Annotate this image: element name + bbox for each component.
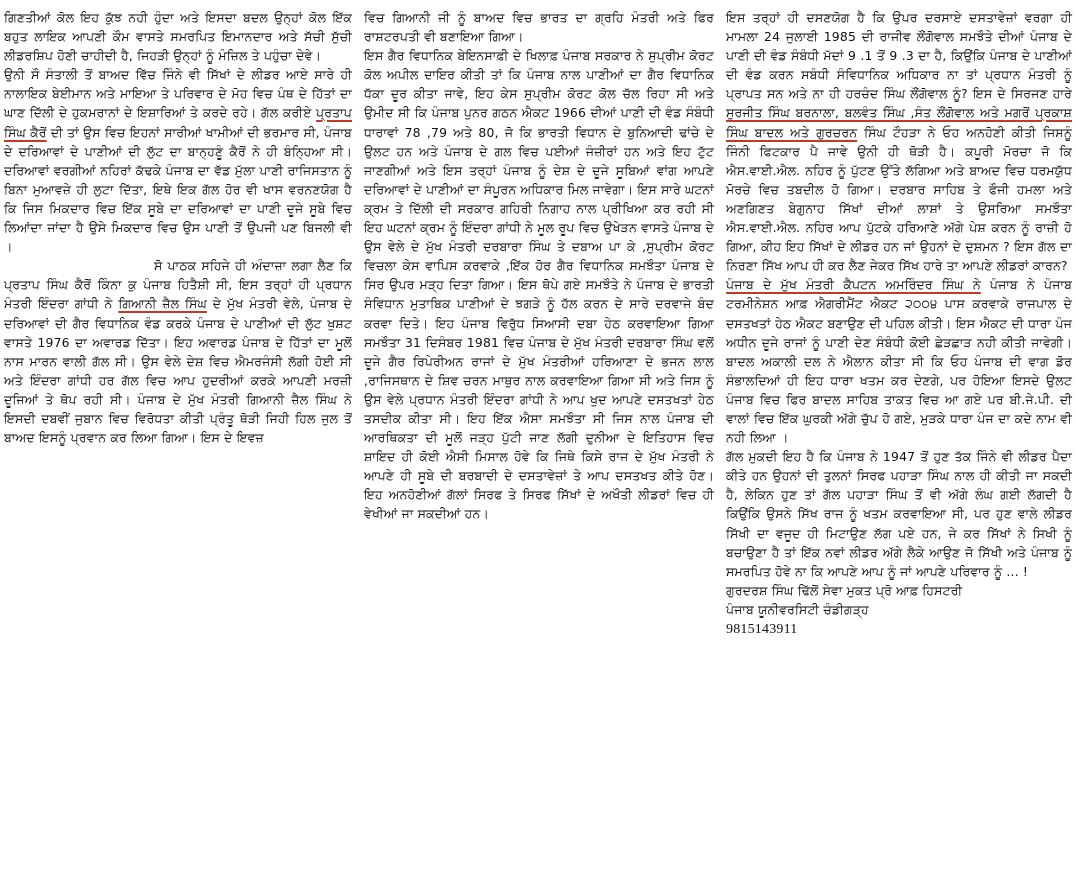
paragraph <box>4 65 352 256</box>
paragraph-text: ਸੋ ਪਾਠਕ ਸਹਿਜੇ ਹੀ ਅੰਦਾਜ਼ਾ ਲਗਾ ਲੈਣ ਕਿ ਪ੍ਰਤਾਪ ਸਿੰਘ ਕੈਰੋਂ ਕਿੰਨਾ ਕੁ ਪੰਜਾਬ ਹਿਤੈਸ਼ੀ ਸੀ, ਇਸ ਤਰ੍ਹਾਂ ਹੀ ਪ੍ਰਧਾਨ ਮੰਤਰੀ ਇੰਦਰਾ ਗਾਂਧੀ ਨੇ <box>4 258 352 312</box>
paragraph-text: ਉਨੀ ਸੌ ਸੰਤਾਲੀ ਤੋਂ ਬਾਅਦ ਵਿੱਚ ਜਿੰਨੇ ਵੀ ਸਿੱਖਾਂ ਦੇ ਲੀਡਰ ਆਏ ਸਾਰੇ ਹੀ ਨਾਲਾਇਕ ਬੇਈਮਾਨ ਅਤੇ ਮਾਇਆ ਤੇ ਪਰਿਵਾਰ ਦੇ ਮੋਹ ਵਿਚ ਪੰਥ ਦੇ ਹਿੱਤਾਂ ਦਾ ਘਾਣ ਦਿੱਲੀ ਦੇ ਹੁਕਮਰਾਨਾਂ ਦੇ ਇਸ਼ਾਰਿਆਂ ਤੇ ਕਰਦੇ ਰਹੇ। ਗੱਲ ਕਰੀਏ <box>4 67 352 121</box>
paragraph <box>726 275 1072 447</box>
paragraph-text: ਵਿਚ ਗਿਆਨੀ ਜੀ ਨੂੰ ਬਾਅਦ ਵਿਚ ਭਾਰਤ ਦਾ ਗ੍ਰਹਿ ਮੰਤਰੀ ਅਤੇ ਫਿਰ ਰਾਸ਼ਟਰਪਤੀ ਵੀ ਬਣਾਇਆ ਗਿਆ। <box>364 10 714 45</box>
article-column-2 <box>364 8 714 524</box>
author-signature <box>726 581 1072 639</box>
paragraph <box>4 256 352 447</box>
paragraph <box>726 8 1072 275</box>
paragraph-text: ਪੰਜਾਬ ਨੇ ਪੰਜਾਬ ਟਰਮੀਨੇਸ਼ਨ ਆਫ਼ ਐਗਰੀਮੈਂਟ ਐਕਟ ੨੦੦੪ ਪਾਸ ਕਰਵਾਕੇ ਰਾਜਪਾਲ ਦੇ ਦਸਤਖਤਾਂ ਹੇਠ ਐਕਟ ਬਣਾਉਣ ਦੀ ਪਹਿਲ ਕੀਤੀ। ਇਸ ਐਕਟ ਦੀ ਧਾਰਾ ਪੰਜ ਅਧੀਨ ਦੂਜੇ ਰਾਜਾਂ ਨੂੰ ਪਾਣੀ ਦੇਣ ਸੰਬੰਧੀ ਕੋਈ ਛੇੜਛਾੜ ਨਹੀ ਕੀਤੀ ਜਾਵੇਗੀ। ਬਾਦਲ ਅਕਾਲੀ ਦਲ ਨੇ ਐਲਾਨ ਕੀਤਾ ਸੀ ਕਿ ਓਹ ਪੰਜਾਬ ਦੀ ਵਾਗ ਡੋਰ ਸੰਭਾਲਦਿਆਂ ਹੀ ਇਹ ਧਾਰਾ ਖਤਮ ਕਰ ਦੇਣਗੇ, ਪਰ ਹੋਇਆ ਇਸਦੇ ਉਲਟ ਪੰਜਾਬ ਵਿਚ ਫਿਰ ਬਾਦਲ ਸਾਹਿਬ ਤਾਕਤ ਵਿਚ ਆ ਗਏ ਪਰ ਬੀ.ਜੇ.ਪੀ. ਦੀ ਵਾਲਾਂ ਵਿਚ ਇੱਕ ਘੁਰਕੀ ਅੱਗੇ ਚੁੱਪ ਹੋ ਗਏ, ਮੁੜਕੇ ਧਾਰਾ ਪੰਜ ਦਾ ਕਦੇ ਨਾਮ ਵੀ ਨਹੀ ਲਿਆ । <box>726 277 1073 446</box>
author-phone: 9815143911 <box>726 622 798 637</box>
paragraph-text: ਦੇ ਮੁੱਖ ਮੰਤਰੀ ਵੇਲੇ, ਪੰਜਾਬ ਦੇ ਦਰਿਆਵਾਂ ਦੀ ਗੈਰ ਵਿਧਾਨਿਕ ਵੰਡ ਕਰਕੇ ਪੰਜਾਬ ਦੇ ਪਾਣੀਆਂ ਦੀ ਲੁੱਟ ਖੁਸ਼ਟ ਵਾਸਤੇ 1976 ਦਾ ਅਵਾਰਡ ਦਿੱਤਾ। ਇਹ ਅਵਾਰਡ ਪੰਜਾਬ ਦੇ ਹਿੱਤਾਂ ਦਾ ਮੂਲੋਂ ਨਾਸ ਮਾਰਨ ਵਾਲੀ ਗੱਲ ਸੀ। ਉਸ ਵੇਲੇ ਦੇਸ਼ ਵਿਚ ਐਮਰਜੰਸੀ ਲੱਗੀ ਹੋਈ ਸੀ ਅਤੇ ਇੰਦਰਾ ਗਾਂਧੀ ਹਰ ਗੱਲ ਵਿਚ ਆਪ ਹੁਦਰੀਆਂ ਕਰਕੇ ਆਪਣੀ ਮਰਜ਼ੀ ਦੂਜਿਆਂ ਤੇ ਥੋਪ ਰਹੀ ਸੀ। ਪੰਜਾਬ ਦੇ ਮੁੱਖ ਮੰਤਰੀ ਗਿਆਨੀ ਜ਼ੈਲ ਸਿੰਘ ਨੇ ਇਸਦੀ ਦਬਵੀਂ ਜੁਬਾਨ ਵਿਚ ਵਿਰੋਧਤਾ ਕੀਤੀ ਪ੍ਰੰਤੂ ਥੋੜੀ ਜਿਹੀ ਹਿਲ ਜੁਲ ਤੋਂ ਬਾਅਦ ਇਸਨੂੰ ਪ੍ਰਵਾਨ ਕਰ ਲਿਆ ਗਿਆ। ਇਸ ਦੇ ਇਵਜ਼ <box>4 296 352 446</box>
highlighted-name: ਗਿਆਨੀ ਜ਼ੈਲ ਸਿੰਘ <box>118 296 207 312</box>
highlighted-name: ਪੰਜਾਬ ਦੇ ਮੁੱਖ ਮੰਤਰੀ ਕੈਪਟਨ ਅਮਰਿੰਦਰ ਸਿੰਘ ਨੇ <box>726 277 981 293</box>
paragraph-text: ਸਿੰਘ ਟੌਹੜਾ ਨੇ ਓਹ ਅਨਹੋਣੀ ਕੀਤੀ ਜਿਸਨੂੰ ਜਿੰਨੀ ਫਿਟਕਾਰ ਪੈ ਜਾਵੇ ਉਨੀ ਹੀ ਥੋੜੀ ਹੈ। ਕਪੂਰੀ ਮੋਰਚਾ ਜੋ ਕਿ ਐਸ.ਵਾਈ.ਐਲ. ਨਹਿਰ ਨੂੰ ਪੁੱਟਣ ਉੱਤੇ ਲੱਗਿਆ ਅਤੇ ਬਾਅਦ ਵਿਚ ਧਰਮਯੁੱਧ ਮੋਰਚੇ ਵਿਚ ਤਬਦੀਲ ਹੋ ਗਿਆ। ਦਰਬਾਰ ਸਾਹਿਬ ਤੇ ਫੌਜੀ ਹਮਲਾ ਅਤੇ ਅਣਗਿਣਤ ਬੇਗੁਨਾਹ ਸਿੱਖਾਂ ਦੀਆਂ ਲਾਸ਼ਾਂ ਤੇ ਉਸਰਿਆ ਸਮਝੌਤਾ ਐਸ.ਵਾਈ.ਐਲ. ਨਹਿਰ ਆਪ ਪੁੱਟਕੇ ਹਰਿਆਣੇ ਅੱਗੇ ਪੇਸ਼ ਕਰਨ ਨੂੰ ਰਾਜ਼ੀ ਹੋ ਗਿਆ, ਕੀਹ ਇਹ ਸਿੱਖਾਂ ਦੇ ਲੀਡਰ ਹਨ ਜਾਂ ਉਹਨਾਂ ਦੇ ਦੁਸ਼ਮਨ ? ਇਸ ਗੱਲ ਦਾ ਨਿਰਣਾ ਸਿੱਖ ਆਪ ਹੀ ਕਰ ਲੈਣ ਜੇਕਰ ਸਿੱਖ ਹਾਰੇ ਤਾ ਆਪਣੇ ਲੀਡਰਾਂ ਕਾਰਨ? <box>726 124 1072 274</box>
paragraph-text: ਗੱਲ ਮੁਕਦੀ ਇਹ ਹੈ ਕਿ ਪੰਜਾਬ ਨੇ 1947 ਤੋਂ ਹੁਣ ਤੱਕ ਜਿੰਨੇ ਵੀ ਲੀਡਰ ਪੈਦਾ ਕੀਤੇ ਹਨ ਉਹਨਾਂ ਦੀ ਤੁਲਨਾਂ ਸਿਰਫ ਪਹਾੜਾ ਸਿੰਘ ਨਾਲ ਹੀ ਕੀਤੀ ਜਾ ਸਕਦੀ ਹੈ, ਲੇਕਿਨ ਹੁਣ ਤਾਂ ਗੱਲ ਪਹਾੜਾ ਸਿੰਘ ਤੋਂ ਵੀ ਅੱਗੇ ਲੰਘ ਗਈ ਲੱਗਦੀ ਹੈ ਕਿਉਂਕਿ ਉਸਨੇ ਸਿੱਖ ਰਾਜ ਨੂੰ ਖਤਮ ਕਰਵਾਇਆ ਸੀ, ਪਰ ਹੁਣ ਵਾਲੇ ਲੀਡਰ ਸਿੱਖੀ ਦਾ ਵਜੂਦ ਹੀ ਮਿਟਾਉਣ ਲੱਗ ਪਏ ਹਨ, ਜੇ ਕਰ ਸਿੱਖਾਂ ਨੇ ਸਿਖੀ ਨੂੰ ਬਚਾਉਣਾ ਹੈ ਤਾਂ ਇੱਕ ਨਵਾਂ ਲੀਡਰ ਅੱਗੇ ਲੈਕੇ ਆਉਣ ਜੋ ਸਿੱਖੀ ਅਤੇ ਪੰਜਾਬ ਨੂੰ ਸਮਰਪਿਤ ਹੋਵੇ ਨਾ ਕਿ ਆਪਣੇ ਆਪ ਨੂੰ ਜਾਂ ਆਪਣੇ ਪਰਿਵਾਰ ਨੂੰ ... ! <box>726 449 1072 579</box>
highlighted-name: ਪ੍ਰਤਾਪ ਸਿੰਘ ਕੈਰੋਂ <box>4 105 352 140</box>
highlighted-names: ਸੁਰਜੀਤ ਸਿੰਘ ਬਰਨਾਲਾ, ਬਲਵੰਤ ਸਿੰਘ ,ਸੰਤ ਲੌਂਗੋਵਾਲ ਅਤੇ ਮਗਰੋਂ ਪ੍ਰਕਾਸ਼ ਸਿੰਘ ਬਾਦਲ ਅਤੇ ਗੁਰਚਰਨ <box>726 105 1072 140</box>
author-name: ਗੁਰਦਰਸ਼ ਸਿੰਘ ਢਿੱਲੋਂ ਸੇਵਾ ਮੁਕਤ ਪ੍ਰੋ ਆਫ਼ ਹਿਸਟਰੀ <box>726 582 963 598</box>
paragraph-text: ਦੀ ਤਾਂ ਉਸ ਵਿਚ ਇਹਨਾਂ ਸਾਰੀਆਂ ਖਾਮੀਆਂ ਦੀ ਭਰਮਾਰ ਸੀ, ਪੰਜਾਬ ਦੇ ਦਰਿਆਵਾਂ ਦੇ ਪਾਣੀਆਂ ਦੀ ਲੁੱਟ ਦਾ ਬਾਨ੍ਹਣੂੰ ਕੈਰੋਂ ਨੇ ਹੀ ਬੰਨ੍ਹਿਆ ਸੀ। ਦਰਿਆਵਾਂ ਵਰਗੀਆਂ ਨਹਿਰਾਂ ਕੱਢਕੇ ਪੰਜਾਬ ਦਾ ਵੱਡ ਮੁੱਲਾ ਪਾਣੀ ਰਾਜਿਸਤਾਨ ਨੂੰ ਬਿਨਾ ਮੁਆਵਜ਼ੇ ਹੀ ਲੁਟਾ ਦਿੱਤਾ, ਇਥੇ ਇਕ ਗੱਲ ਹੋਰ ਵੀ ਖਾਸ ਵਰਨਣਯੋਗ ਹੈ ਕਿ ਜਿਸ ਮਿਕਦਾਰ ਵਿਚ ਇੱਕ ਸੂਬੇ ਦਾ ਦਰਿਆਵਾਂ ਦਾ ਪਾਣੀ ਦੂਜੇ ਸੂਬੇ ਵਿਚ ਲਿਆਂਦਾ ਜਾਂਦਾ ਹੈ ਉਸੇ ਮਿਕਦਾਰ ਵਿਚ ਉਸ ਪਾਣੀ ਤੋਂ ਉਪਜੀ ਪਣ ਬਿਜਲੀ ਵੀ । <box>4 124 352 255</box>
paragraph <box>726 447 1072 581</box>
article-column-3 <box>726 8 1072 639</box>
paragraph <box>364 46 714 523</box>
paragraph-text: ਇਸ ਗੈਰ ਵਿਧਾਨਿਕ ਬੇਇਨਸਾਫ਼ੀ ਦੇ ਖਿਲਾਫ਼ ਪੰਜਾਬ ਸਰਕਾਰ ਨੇ ਸੁਪ੍ਰੀਮ ਕੋਰਟ ਕੋਲ ਅਪੀਲ ਦਾਇਰ ਕੀਤੀ ਤਾਂ ਕਿ ਪੰਜਾਬ ਨਾਲ ਪਾਣੀਆਂ ਦਾ ਗੈਰ ਵਿਧਾਨਿਕ ਧੱਕਾ ਦੂਰ ਕੀਤਾ ਜਾਵੇ, ਇਹ ਕੇਸ ਸੁਪ੍ਰੀਮ ਕੋਰਟ ਕੋਲ ਚੱਲ ਰਿਹਾ ਸੀ ਅਤੇ ਉਮੀਦ ਸੀ ਕਿ ਪੰਜਾਬ ਪੁਨਰ ਗਠਨ ਐਕਟ 1966 ਦੀਆਂ ਪਾਣੀ ਦੀ ਵੰਡ ਸੰਬੰਧੀ ਧਾਰਾਵਾਂ 78 ,79 ਅਤੇ 80, ਜੋ ਕਿ ਭਾਰਤੀ ਵਿਧਾਨ ਦੇ ਬੁਨਿਆਦੀ ਢਾਂਚੇ ਦੇ ਉਲਟ ਹਨ ਅਤੇ ਪੰਜਾਬ ਦੇ ਗਲ ਵਿਚ ਪਈਆਂ ਜੰਜ਼ੀਰਾਂ ਹਨ ਅਤੇ ਇਹ ਟੁੱਟ ਜਾਣਗੀਆਂ ਅਤੇ ਇਸ ਤਰ੍ਹਾਂ ਪੰਜਾਬ ਨੂੰ ਦੇਸ਼ ਦੇ ਦੂਜੇ ਸੂਬਿਆਂ ਵਾਂਗ ਆਪਣੇ ਦਰਿਆਵਾਂ ਦੇ ਪਾਣੀਆਂ ਦਾ ਸੰਪੂਰਨ ਅਧਿਕਾਰ ਮਿਲ ਜਾਵੇਗਾ। ਇਸ ਸਾਰੇ ਘਟਨਾਂ ਕ੍ਰਮ ਤੇ ਦਿੱਲੀ ਦੀ ਸਰਕਾਰ ਗਹਿਰੀ ਨਿਗਾਹ ਨਾਲ ਪ੍ਰੀਖਿਆ ਕਰ ਰਹੀ ਸੀ ਇਹ ਘਟਨਾਂ ਕ੍ਰਮ ਨੂੰ ਇੰਦਰਾ ਗਾਂਧੀ ਨੇ ਮੂਲ ਰੂਪ ਵਿਚ ਉਖੇੜਨ ਵਾਸਤੇ ਪੰਜਾਬ ਦੇ ਉਸ ਵੇਲੇ ਦੇ ਮੁੱਖ ਮੰਤਰੀ ਦਰਬਾਰਾ ਸਿੰਘ ਤੇ ਦਬਾਅ ਪਾ ਕੇ ,ਸੁਪ੍ਰੀਮ ਕੋਰਟ ਵਿਚਲਾ ਕੇਸ ਵਾਪਿਸ ਕਰਵਾਕੇ ,ਇੱਕ ਹੋਰ ਗੈਰ ਵਿਧਾਨਿਕ ਸਮਝੌਤਾ ਪੰਜਾਬ ਦੇ ਸਿਰ ਉਪਰ ਮੜ੍ਹ ਦਿਤਾ ਗਿਆ। ਇਸ ਥੋਪੇ ਗਏ ਸਮਝੌਤੇ ਨੇ ਪੰਜਾਬ ਦੇ ਭਾਰਤੀ ਸੰਵਿਧਾਨ ਮੁਤਾਬਿਕ ਪਾਣੀਆਂ ਦੇ ਝਗੜੇ ਨੂੰ ਹੱਲ ਕਰਨ ਦੇ ਸਾਰੇ ਦਰਵਾਜੇ ਬੰਦ ਕਰਵਾ ਦਿਤੇ। ਇਹ ਪੰਜਾਬ ਵਿਰੁੱਧ ਸਿਆਸੀ ਦਬਾ ਹੇਠ ਕਰਵਾਇਆ ਗਿਆ ਸਮਝੌਤਾ 31 ਦਿਸੰਬਰ 1981 ਵਿਚ ਪੰਜਾਬ ਦੇ ਮੁੱਖ ਮੰਤਰੀ ਦਰਬਾਰਾ ਸਿੰਘ ਵਲੋਂ ਦੂਜੇ ਗੈਰ ਰਿਪੇਰੀਅਨ ਰਾਜਾਂ ਦੇ ਮੁੱਖ ਮੰਤਰੀਆਂ ਹਰਿਆਣਾ ਦੇ ਭਜਨ ਲਾਲ ,ਰਾਜਿਸਥਾਨ ਦੇ ਸ਼ਿਵ ਚਰਨ ਮਾਥੁਰ ਨਾਲ ਕਰਵਾਇਆ ਗਿਆ ਸੀ ਅਤੇ ਜਿਸ ਨੂੰ ਉਸ ਵੇਲੇ ਪ੍ਰਧਾਨ ਮੰਤਰੀ ਇੰਦਰਾ ਗਾਂਧੀ ਨੇ ਆਪ ਖੁਦ ਆਪਣੇ ਦਸਤਖਤਾਂ ਹੇਠ ਤਸਦੀਕ ਕੀਤਾ ਸੀ। ਇਹ ਇੱਕ ਐਸਾ ਸਮਝੌਤਾ ਸੀ ਜਿਸ ਨਾਲ ਪੰਜਾਬ ਦੀ ਆਰਥਿਕਤਾ ਦੀ ਮੂਲੋਂ ਜੜ੍ਹ ਪੁੱਟੀ ਜਾਣ ਲੱਗੀ ਦੁਨੀਆ ਦੇ ਇਤਿਹਾਸ ਵਿਚ ਸ਼ਾਇਦ ਹੀ ਕੋਈ ਐਸੀ ਮਿਸਾਲ ਹੋਵੇ ਕਿ ਜਿਥੇ ਕਿਸੇ ਰਾਜ ਦੇ ਮੁੱਖ ਮੰਤਰੀ ਨੇ ਆਪਣੇ ਹੀ ਸੂਬੇ ਦੀ ਬਰਬਾਦੀ ਦੇ ਦਸਤਾਵੇਜ਼ਾਂ ਤੇ ਆਪ ਦਸਤਖਤ ਕੀਤੇ ਹੋਣ। ਇਹ ਅਨਹੋਣੀਆਂ ਗੱਲਾਂ ਸਿਰਫ ਤੇ ਸਿਰਫ ਸਿੱਖਾਂ ਦੇ ਅਖੌਤੀ ਲੀਡਰਾਂ ਵਿਚ ਹੀ ਵੇਖੀਆਂ ਜਾ ਸਕਦੀਆਂ ਹਨ। <box>364 48 714 522</box>
paragraph <box>364 8 714 46</box>
paragraph <box>4 8 352 65</box>
author-affiliation: ਪੰਜਾਬ ਯੂਨੀਵਰਸਿਟੀ ਚੰਡੀਗੜ੍ਹ <box>726 601 869 617</box>
paragraph-text: ਇਸ ਤਰ੍ਹਾਂ ਹੀ ਦਸਣਯੋਗ ਹੈ ਕਿ ਉਪਰ ਦਰਸਾਏ ਦਸਤਾਵੇਜ਼ਾਂ ਵਰਗਾ ਹੀ ਮਾਮਲਾ 24 ਜੁਲਾਈ 1985 ਦੀ ਰਾਜੀਵ ਲੌਂਗੋਵਾਲ ਸਮਝੌਤੇ ਦੀਆਂ ਪੰਜਾਬ ਦੇ ਪਾਣੀ ਦੀ ਵੰਡ ਸੰਬੰਧੀ ਮੱਦਾਂ 9 .1 ਤੋਂ 9 .3 ਦਾ ਹੈ, ਕਿਉਂਕਿ ਪੰਜਾਬ ਦੇ ਪਾਣੀਆਂ ਦੀ ਵੰਡ ਕਰਨ ਸਬੰਧੀ ਸੰਵਿਧਾਨਿਕ ਅਧਿਕਾਰ ਨਾ ਤਾਂ ਪ੍ਰਧਾਨ ਮੰਤਰੀ ਨੂੰ ਪ੍ਰਾਪਤ ਸਨ ਅਤੇ ਨਾ ਹੀ ਹਰਚੰਦ ਸਿੰਘ ਲੌਂਗੋਵਾਲ ਨੂੰ? ਇਸ ਦੇ ਸਿਰਜਣ ਹਾਰੇ <box>726 10 1072 102</box>
paragraph-text: ਗਿਣਤੀਆਂ ਕੋਲ ਇਹ ਕੁੱਝ ਨਹੀ ਹੁੰਦਾ ਅਤੇ ਇਸਦਾ ਬਦਲ ਉਨ੍ਹਾਂ ਕੋਲ ਇੱਕ ਬਹੁਤ ਲਾਇਕ ਆਪਣੀ ਕੌਮ ਵਾਸਤੇ ਸਮਰਪਿਤ ਇਮਾਨਦਾਰ ਅਤੇ ਸੱਚੀ ਸੁੱਚੀ ਲੀਡਰਸ਼ਿਪ ਹੋਣੀ ਚਾਹੀਦੀ ਹੈ, ਜਿਹੜੀ ਉਨ੍ਹਾਂ ਨੂੰ ਮੰਜ਼ਿਲ ਤੇ ਪਹੁੰਚਾ ਦੇਵੇ। <box>4 10 352 64</box>
article-column-1 <box>4 8 352 447</box>
